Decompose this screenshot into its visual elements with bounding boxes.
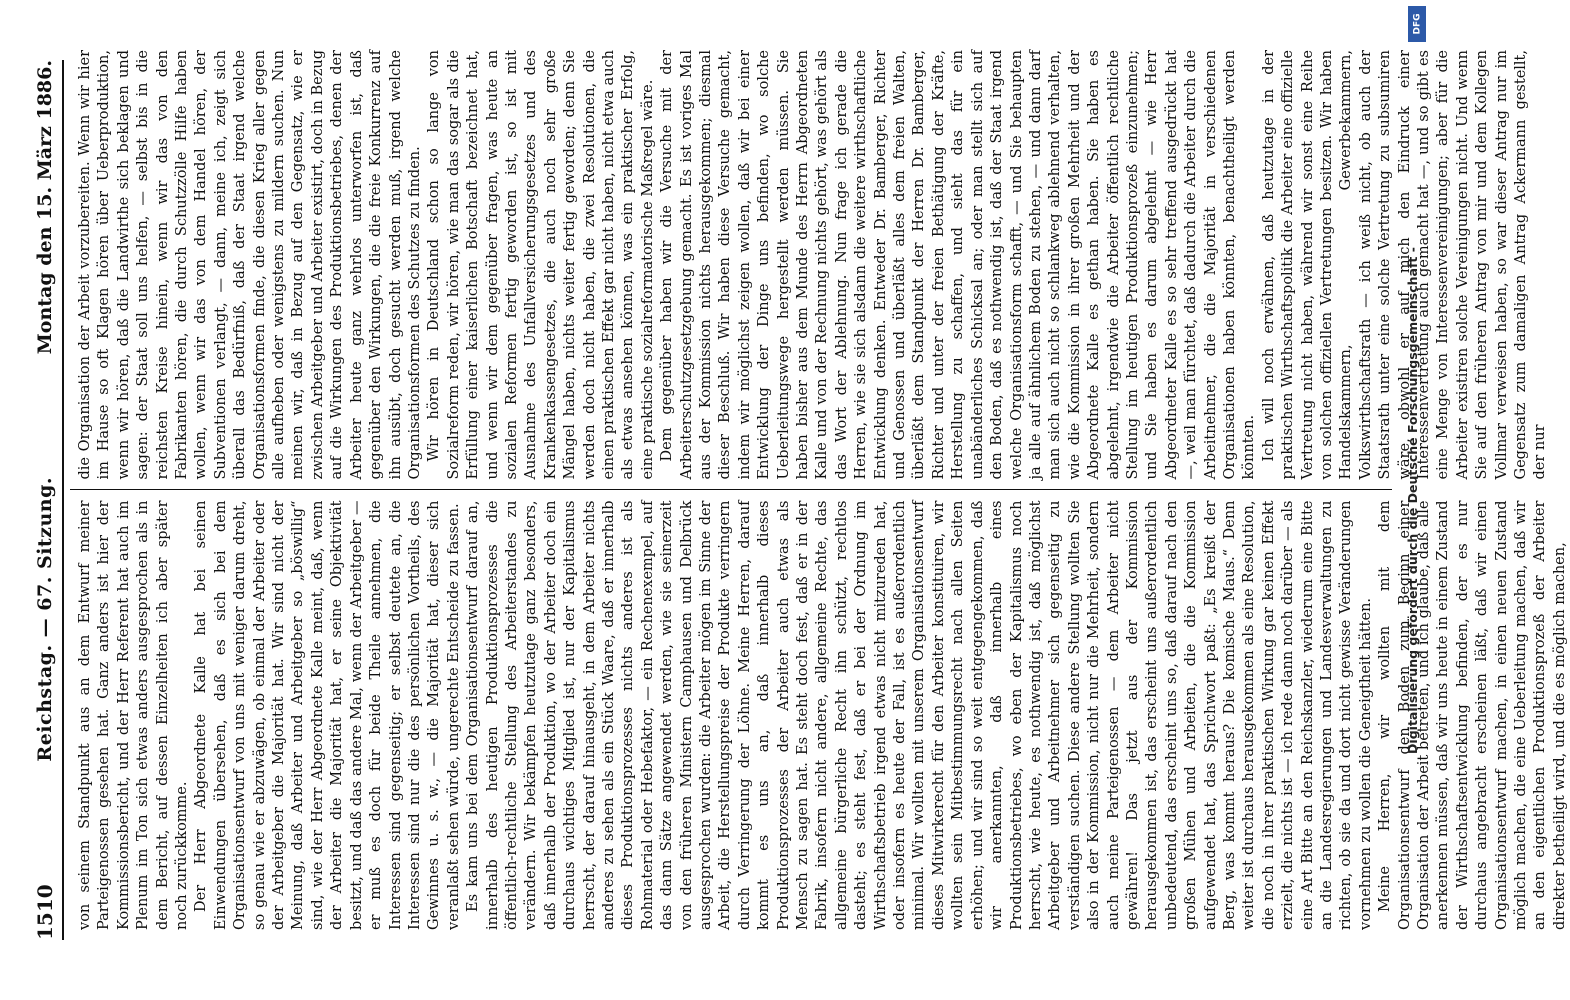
- dfg-logo: [1408, 6, 1426, 42]
- paragraph: die Organisation der Arbeit vorzubereiten. Wenn wir hier im Hause so oft Klagen hören über Ueberproduktion, wenn wir hören, daß die Landwirthe sich beklagen und sagen: der Staat soll uns helfen, — selbst bis in die reichsten Kreise hinein, wenn wir das von den Fabrikanten hören, die durch Schutzzölle Hilfe haben wollen, wenn wir das von dem Handel hören, der Subventionen verlangt, — dann, meine ich, zeigt sich überall das Bedürfniß, daß der Staat irgend welche Organisationsformen finde, die diesen Krieg aller gegen alle aufheben oder wenigstens zu mildern suchen. Nun meinen wir, daß in Bezug auf den Gegensatz, wie er zwischen Arbeitgeber und Arbeiter existirt, doch in Bezug auf die Wirkungen des Produktionsbetriebes, denen der Arbeiter heute ganz wehrlos unterworfen ist, daß gegenüber den Wirkungen, die die freie Konkurrenz auf ihn ausübt, doch gesucht werden muß, irgend welche Organisationsformen des Schutzes zu finden.: [77, 50, 423, 480]
- paragraph: Dem gegenüber haben wir die Versuche mit der Arbeiterschutzgesetzgebung gemacht. Es ist voriges Mal aus der Kommission nichts herausgekommen; diesmal dieser Beschluß. Wir haben diese Versuche gemacht, indem wir möglichst zeigen wollen, daß wir bei einer Entwicklung der Dinge uns befinden, wo solche Ueberleitungswege hergestellt werden müssen. Sie haben bisher aus dem Munde des Herrn Abgeordneten Kalle und von der Rechnung nichts gehört, was gehört als das Wort der Ablehnung. Nun frage ich gerade die Herren, wie sie sich alsdann die weitere wirthschaftliche Entwicklung denken. Entweder Dr. Bamberger, Richter und Genossen und überläßt alles dem freien Walten, überläßt dem Standpunkt der Herren Dr. Bamberger, Richter und unter der freien Bethätigung der Kräfte, Herstellung zu schaffen, und sieht das für ein unabänderliches Schicksal an; oder man stellt sich auf den Boden, daß es nothwendig ist, daß der Staat irgend welche Organisationsform schafft, — und Sie behaupten ja alle auf ähnlichem Boden zu stehen, — und dann darf man sich auch nicht so schlankweg ablehnend verhalten, wie die Kommission in ihrer großen Mehrheit und der Abgeordnete Kalle es gethan haben. Sie haben es abgelehnt, irgendwie die Arbeiter öffentlich rechtliche Stellung im heutigen Produktionsprozeß einzunehmen; und Sie haben es darum abgelehnt — wie Herr Abgeordneter Kalle es so sehr treffend ausgedrückt hat —, weil man fürchtet, daß dadurch die Arbeiter durch die Arbeitnehmer, die die Majorität in verschiedenen Organisationen haben könnten, benachtheiligt werden könnten.: [659, 50, 1258, 480]
- dfg-logo-text: DFG: [1412, 13, 1423, 35]
- paragraph: Der Herr Abgeordnete Kalle hat bei seinen Einwendungen übersehen, daß es sich bei dem Organisationsentwurf von uns mit weniger darum dreht, so genau wie er abzuwägen, ob einmal der Arbeiter oder der Arbeitgeber die Majorität hat. Wir sind nicht der Meinung, daß Arbeiter und Arbeitgeber so „böswillig“ sind, wie der Herr Abgeordnete Kalle meint, daß, wenn der Arbeiter die Majorität hat, er seine Objektivität besitzt, und daß das andere Mal, wenn der Arbeitgeber — er muß es doch für beide Theile annehmen, die Interessen sind gegenseitig; er selbst deutete an, die Interessen sind nur die des persönlichen Vortheils, des Gewinnes u. s. w., — die Majorität hat, dieser sich veranlaßt sehen würde, ungerechte Entscheide zu fassen.: [193, 500, 462, 930]
- digitization-note-text: Digitalisierung gefördert durch die Deutsche Forschungsgemeinschaft -: [1404, 246, 1420, 754]
- page-number: 1510: [33, 884, 57, 940]
- paragraph: Wir hören in Deutschland schon so lange von Sozialreform reden, wir hören, wie man das sogar als die Erfüllung einer kaiserlichen Botschaft bezeichnet hat, und wenn wir dem gegenüber fragen, was heute an sozialen Reformen fertig geworden ist, so ist mit Ausnahme des Unfallversicherungsgesetzes und des Krankenkassengesetzes, die auch noch sehr große Mängel haben, nichts weiter fertig geworden; denn Sie werden doch nicht haben, die zwei Resolutionen, die einen praktischen Effekt gar nicht haben, nicht etwa auch als etwas ansehen können, was ein praktischer Erfolg, eine praktische sozialreformatorische Maßregel wäre.: [426, 50, 656, 480]
- running-head: [28, 60, 64, 940]
- session-date: Montag den 15. März 1886.: [34, 60, 56, 355]
- column-right: [70, 40, 1549, 491]
- paragraph: Ich will noch erwähnen, daß heutzutage in der praktischen Wirthschaftspolitik die Arbeiter eine offizielle Vertretung nicht haben, während wir sonst eine Reihe von solchen offiziellen Vertretungen besitzen. Wir haben Handelskammern, Gewerbekammern, Volkswirthschaftsrath — ich weiß nicht, ob auch der Staatsrath unter eine solche Vertretung zu subsumiren wäre, obwohl er auf mich den Eindruck einer Interessenvertretung auch gemacht hat —, und so gibt es eine Menge von Interessenvereinigungen; aber für die Arbeiter existiren solche Vereinigungen nicht. Und wenn Sie auf den früheren Antrag von mir und dem Kollegen Vollmar verweisen haben, so war dieser Antrag nur im Gegensatz zum damaligen Antrag Ackermann gestellt, der nur: [1260, 50, 1549, 480]
- paragraph: Es kam uns bei dem Organisationsentwurf darauf an, innerhalb des heutigen Produktionsprozesses die öffentlich-rechtliche Stellung des Arbeiterstandes zu verändern. Wir bekämpfen heutzutage ganz besonders, daß innerhalb der Produktion, wo der Arbeiter doch ein durchaus wichtiges Mitglied ist, nur der Kapitalismus herrscht, der darauf hinausgeht, in dem Arbeiter nichts anderes zu sehen als ein Stück Waare, daß er innerhalb dieses Produktionsprozesses nichts anderes ist als Rohmaterial oder Hebefaktor, — ein Rechenexempel, auf das dann Sätze angewendet werden, wie sie seinerzeit von den früheren Ministern Camphausen und Delbrück ausgesprochen wurden: die Arbeiter mögen im Sinne der Arbeit, die Herstellungspreise der Produkte verringern durch Verringerung der Löhne. Meine Herren, darauf kommt es uns an, daß innerhalb dieses Produktionsprozesses der Arbeiter auch etwas als Mensch zu sagen hat. Es steht doch fest, daß er in der Fabrik, insofern nicht andere, allgemeine Rechte, das allgemeine bürgerliche Recht ihn schützt, rechtlos dasteht; es steht fest, daß er bei der Ordnung im Wirthschaftsbetrieb irgend etwas nicht mitzureden hat, oder insofern es heute der Fall, ist es außerordentlich minimal. Wir wollten mit unserem Organisationsentwurf dieses Mitwirkerecht für den Arbeiter konstituiren, wir wollten sein Mitbestimmungsrecht nach allen Seiten erhöhen; und wir sind so weit entgegengekommen, daß wir anerkannten, daß innerhalb eines Produktionsbetriebes, wo eben der Kapitalismus noch herrscht, wie heute, es nothwendig ist, daß möglichst Arbeitgeber und Arbeitnehmer sich gegenseitig zu verständigen suchen. Diese andere Stellung wollten Sie also in der Kommission, nicht nur die Mehrheit, sondern auch meine Parteigenossen — dem Arbeiter nicht gewähren! Das jetzt aus der Kommission herausgekommen ist, das erscheint uns außerordentlich unbedeutend, das erscheint uns so, daß darauf nach den großen Mühen und Arbeiten, die die Kommission aufgewendet hat, das Sprichwort paßt: „Es kreißt der Berg, was kommt heraus? Die komische Maus.“ Denn weiter ist durchaus herausgekommen als eine Resolution, die noch in ihrer praktischen Wirkung gar keinen Effekt erzielt, die nichts ist — ich rede dann noch darüber — als eine Art Bitte an den Reichskanzler, wiederum eine Bitte an die Landesregierungen und Landesverwaltungen zu richten, ob sie da und dort nicht gewisse Veränderungen vornehmen zu wollen die Geneigtheit hätten.: [465, 500, 1374, 930]
- paragraph: von seinem Standpunkt aus an dem Entwurf meiner Parteigenossen gesehen hat. Ganz anders ist hier der Kommissionsbericht, und der Herr Referent hat auch im Plenum im Ton sich etwas anders ausgesprochen als in dem Bericht, auf dessen Einzelheiten ich aber später noch zurückkomme.: [77, 500, 191, 930]
- paragraph: Meine Herren, wir wollten mit dem Organisationsentwurf den Boden zum Beginn einer Organisation der Arbeit betreten, und ich glaube, daß alle anerkennen müssen, daß wir uns heute in einem Zustand der Wirthschaftsentwicklung befinden, der es nur durchaus angebracht erscheinen läßt, daß wir einen Organisationsentwurf machen, in einen neuen Zustand möglich machen, die eine Ueberleitung machen, daß wir an den eigentlichen Produktionsprozeß der Arbeiter direkter betheiligt wird, und die es möglich machen,: [1377, 500, 1568, 930]
- running-title: Reichstag. — 67. Sitzung.: [34, 476, 56, 762]
- digitization-note: [1393, 180, 1431, 820]
